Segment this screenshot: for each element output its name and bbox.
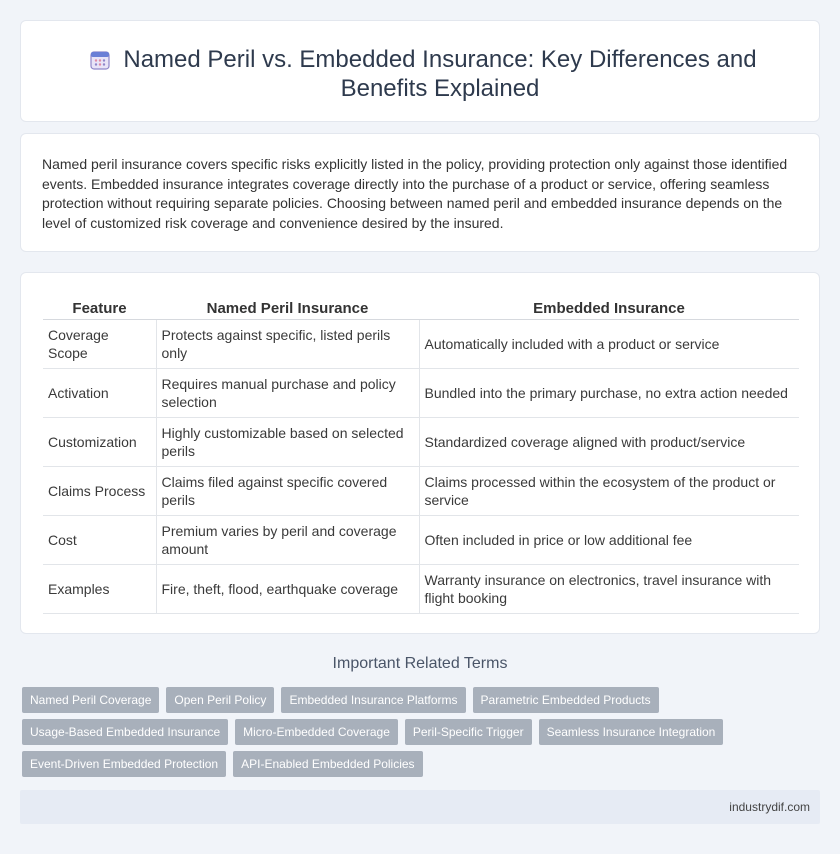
related-term-tag[interactable]: Micro-Embedded Coverage [235, 719, 398, 745]
related-term-tag[interactable]: API-Enabled Embedded Policies [233, 751, 422, 777]
feature-cell: Examples [43, 564, 156, 613]
intro-card [20, 133, 820, 252]
related-term-tag[interactable]: Seamless Insurance Integration [539, 719, 724, 745]
related-term-tag[interactable]: Parametric Embedded Products [473, 687, 659, 713]
table-row [43, 564, 799, 613]
feature-cell: Activation [43, 368, 156, 417]
named-peril-cell: Premium varies by peril and coverage amount [156, 515, 419, 564]
related-terms-list [22, 687, 802, 777]
title-card [20, 20, 820, 122]
table-header-row [43, 295, 799, 319]
related-term-tag[interactable]: Open Peril Policy [166, 687, 274, 713]
related-term-tag[interactable]: Named Peril Coverage [22, 687, 159, 713]
feature-cell: Customization [43, 417, 156, 466]
footer [20, 790, 820, 824]
table-row [43, 319, 799, 368]
embedded-cell: Warranty insurance on electronics, travel insurance with flight booking [419, 564, 799, 613]
table-row [43, 368, 799, 417]
table-row [43, 515, 799, 564]
embedded-cell: Often included in price or low additional fee [419, 515, 799, 564]
named-peril-cell: Fire, theft, flood, earthquake coverage [156, 564, 419, 613]
related-terms-title: Important Related Terms [332, 655, 508, 672]
named-peril-cell: Highly customizable based on selected perils [156, 417, 419, 466]
table-row [43, 466, 799, 515]
header-named-peril: Named Peril Insurance [156, 295, 419, 319]
named-peril-cell: Protects against specific, listed perils only [156, 319, 419, 368]
named-peril-cell: Claims filed against specific covered perils [156, 466, 419, 515]
embedded-cell: Automatically included with a product or service [419, 319, 799, 368]
header-embedded: Embedded Insurance [419, 295, 799, 319]
related-term-tag[interactable]: Event-Driven Embedded Protection [22, 751, 226, 777]
related-term-tag[interactable]: Embedded Insurance Platforms [281, 687, 465, 713]
embedded-cell: Standardized coverage aligned with product/service [419, 417, 799, 466]
feature-cell: Cost [43, 515, 156, 564]
named-peril-cell: Requires manual purchase and policy selection [156, 368, 419, 417]
comparison-table [43, 295, 799, 614]
footer-site-link[interactable]: industrydif.com [729, 800, 810, 814]
related-term-tag[interactable]: Peril-Specific Trigger [405, 719, 532, 745]
table-row [43, 417, 799, 466]
feature-cell: Coverage Scope [43, 319, 156, 368]
comparison-table-card [20, 272, 820, 634]
embedded-cell: Bundled into the primary purchase, no extra action needed [419, 368, 799, 417]
header-feature: Feature [43, 295, 156, 319]
feature-cell: Claims Process [43, 466, 156, 515]
related-term-tag[interactable]: Usage-Based Embedded Insurance [22, 719, 228, 745]
intro-paragraph: Named peril insurance covers specific risks explicitly listed in the policy, providing protection only against those identified events. Embedded insurance integrates coverage directly into the purchase of a product or service, offering seamless protection without requiring separate policies. Choosing between named peril and embedded insurance depends on the level of customized risk coverage and convenience desired by the insured. [42, 156, 788, 231]
embedded-cell: Claims processed within the ecosystem of the product or service [419, 466, 799, 515]
page-title: Named Peril vs. Embedded Insurance: Key Differences and Benefits Explained [123, 46, 757, 102]
